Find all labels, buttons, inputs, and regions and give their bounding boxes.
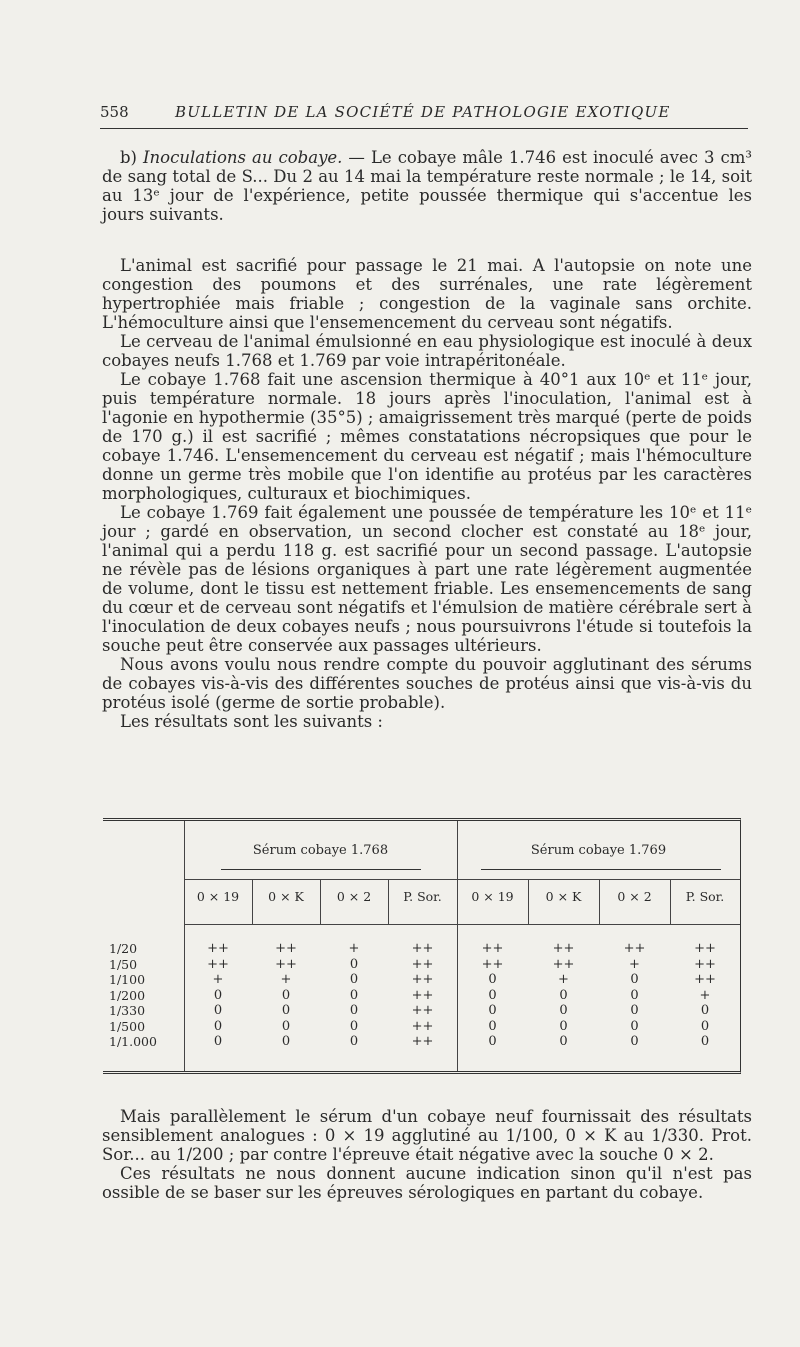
table-cell: 0 <box>281 1003 291 1018</box>
table-rule <box>184 879 740 880</box>
closing-text <box>102 1107 752 1202</box>
column-divider <box>599 879 600 924</box>
table-cell: 0 <box>488 1018 497 1034</box>
table-cell: ++ <box>207 956 229 972</box>
section-label: b) <box>120 148 144 167</box>
table-cell: 0 <box>213 987 223 1003</box>
table-cell: 0 <box>213 1018 223 1034</box>
table-cell: 0 <box>559 987 568 1003</box>
column-header: P. Sor. <box>685 889 725 904</box>
table-cell: ++ <box>694 972 716 987</box>
row-label: 1/200 <box>109 987 146 1003</box>
paragraph: Les résultats sont les suivants : <box>120 712 383 731</box>
paragraph: L'animal est sacrifié pour passage le 21 mai. A l'autopsie on note une congestion des poumons et des surrénales, une rate légèrement hypertrophiée mais friable ; congestion de la vaginale sans orchite. L'hémoculture ainsi que l'ensemencement du cerveau sont négatifs. <box>102 256 752 332</box>
body-text <box>102 256 752 731</box>
group-brace <box>221 861 421 870</box>
row-label: 1/20 <box>109 941 138 956</box>
paragraph: Le cerveau de l'animal émulsionné en eau physiologique est inoculé à deux cobayes neufs 1.768 et 1.769 par voie intrapéritonéale. <box>102 332 752 370</box>
section-title: Inoculations au cobaye. <box>143 148 343 167</box>
table-cell: ++ <box>411 1018 434 1034</box>
table-rule <box>184 924 740 925</box>
column-divider <box>252 879 253 924</box>
group-brace <box>481 861 721 870</box>
table-cell: + <box>699 987 711 1003</box>
table-cell: 0 <box>630 1018 639 1034</box>
table-cell: ++ <box>275 956 297 972</box>
column-divider <box>670 879 671 924</box>
table-cell: 0 <box>349 987 359 1003</box>
table-cell: 0 <box>349 956 359 972</box>
table-cell: 0 <box>281 1018 291 1034</box>
table-cell: ++ <box>411 972 434 987</box>
group-header-1768: Sérum cobaye 1.768 <box>252 843 389 858</box>
table-cell: 0 <box>213 1003 223 1018</box>
table-cell: 0 <box>559 1018 568 1034</box>
paragraph: Nous avons voulu nous rendre compte du pouvoir agglutinant des sérums de cobayes vis-à-vis des différentes souches de protéus ainsi que vis-à-vis du protéus isolé (germe de sortie probable). <box>102 655 752 712</box>
table-cell: 0 <box>488 987 497 1003</box>
table-cell: 0 <box>700 1018 710 1034</box>
table-cell: + <box>348 941 360 956</box>
table-cell: + <box>629 956 640 972</box>
table-cell: ++ <box>552 941 575 956</box>
table-cell: ++ <box>694 941 716 956</box>
column-header: 0 × 19 <box>471 889 514 904</box>
section-intro <box>102 148 752 224</box>
table-cell: 0 <box>281 987 291 1003</box>
running-header <box>100 100 748 129</box>
column-divider <box>528 879 529 924</box>
table-cell: ++ <box>411 1003 434 1018</box>
table-cell: 0 <box>630 972 639 987</box>
page-number: 558 <box>100 103 129 121</box>
table-cell: 0 <box>349 972 359 987</box>
table-cell: ++ <box>411 941 434 956</box>
intro-paragraph <box>102 148 752 224</box>
table-cell: 0 <box>559 1003 568 1018</box>
agglutination-table <box>103 818 741 1074</box>
table-cell: 0 <box>488 1003 497 1018</box>
row-label: 1/100 <box>109 972 146 987</box>
table-cell: 0 <box>488 972 497 987</box>
table-cell: ++ <box>275 941 297 956</box>
table-cell: ++ <box>623 941 646 956</box>
table-cell: ++ <box>481 941 504 956</box>
column-header: 0 × 2 <box>617 889 652 904</box>
table-cell: 0 <box>281 1034 291 1049</box>
column-header: 0 × K <box>545 889 582 904</box>
table-cell: 0 <box>700 1003 710 1018</box>
paragraph: Le cobaye 1.769 fait également une poussée de température les 10ᵉ et 11ᵉ jour ; gardé en observation, un second clocher est constaté au 18ᵉ jour, l'animal qui a perdu 118 g. est sacrifié pour un second passage. L'autopsie ne révèle pas de lésions organiques à part une rate légèrement augmentée de volume, dont le tissu est nettement friable. Les ensemencements de sang du cœur et de cerveau sont négatifs et l'émulsion de matière cérébrale sert à l'inoculation de deux cobayes neufs ; nous poursuivrons l'étude si toutefois la souche peut être conservée aux passages ultérieurs. <box>102 503 752 655</box>
table-cell: ++ <box>694 956 716 972</box>
table-cell: ++ <box>552 956 575 972</box>
table-cell: ++ <box>411 1034 434 1049</box>
paragraph: Le cobaye 1.768 fait une ascension thermique à 40°1 aux 10ᵉ et 11ᵉ jour, puis température normale. 18 jours après l'inoculation, l'animal est à l'agonie en hypothermie (35°5) ; amaigrissement très marqué (perte de poids de 170 g.) il est sacrifié ; mêmes constatations nécropsiques que pour le cobaye 1.746. L'ensemencement du cerveau est négatif ; mais l'hémoculture donne un germe très mobile que l'on identifie au protéus par les caractères morphologiques, culturaux et biochimiques. <box>102 370 752 503</box>
row-label: 1/1.000 <box>109 1034 157 1049</box>
table-cell: 0 <box>349 1018 359 1034</box>
row-label: 1/50 <box>109 956 138 972</box>
column-header: 0 × K <box>268 889 304 904</box>
table-cell: 0 <box>349 1003 359 1018</box>
column-divider <box>320 879 321 924</box>
group-header-1769: Sérum cobaye 1.769 <box>530 843 667 858</box>
table-cell: 0 <box>349 1034 359 1049</box>
column-header: P. Sor. <box>403 889 442 904</box>
table-cell: 0 <box>630 1003 639 1018</box>
table-cell: ++ <box>481 956 504 972</box>
intro-text: — Le cobaye mâle 1.746 est inoculé avec 3 cm³ de sang total de S... Du 2 au 14 mai la température reste normale ; le 14, soit au 13ᵉ jour de l'expérience, petite poussée thermique qui s'accentue les jours suivants. <box>102 148 752 224</box>
column-header: 0 × 19 <box>196 889 240 904</box>
column-divider <box>388 879 389 924</box>
table-cell: + <box>558 972 569 987</box>
column-header: 0 × 2 <box>336 889 372 904</box>
table-cell: 0 <box>630 987 639 1003</box>
table-cell: 0 <box>213 1034 223 1049</box>
paragraph: Mais parallèlement le sérum d'un cobaye neuf fournissait des résultats sensiblement analogues : 0 × 19 agglutiné au 1/100, 0 × K au 1/330. Prot. Sor... au 1/200 ; par contre l'épreuve était négative avec la souche 0 × 2. <box>102 1107 752 1164</box>
table-cell: 0 <box>559 1034 568 1049</box>
table-cell: 0 <box>488 1034 497 1049</box>
table-cell: 0 <box>700 1034 710 1049</box>
table-cell: + <box>212 972 224 987</box>
journal-title: BULLETIN DE LA SOCIÉTÉ DE PATHOLOGIE EXOTIQUE <box>175 103 671 121</box>
table-cell: 0 <box>630 1034 639 1049</box>
paragraph: Ces résultats ne nous donnent aucune indication sinon qu'il n'est pas ossible de se baser sur les épreuves sérologiques en partant du cobaye. <box>102 1164 752 1202</box>
table-cell: + <box>280 972 292 987</box>
table-cell: ++ <box>207 941 229 956</box>
row-label: 1/500 <box>109 1018 146 1034</box>
table-cell: ++ <box>411 987 434 1003</box>
row-label: 1/330 <box>109 1003 146 1018</box>
table-cell: ++ <box>411 956 434 972</box>
